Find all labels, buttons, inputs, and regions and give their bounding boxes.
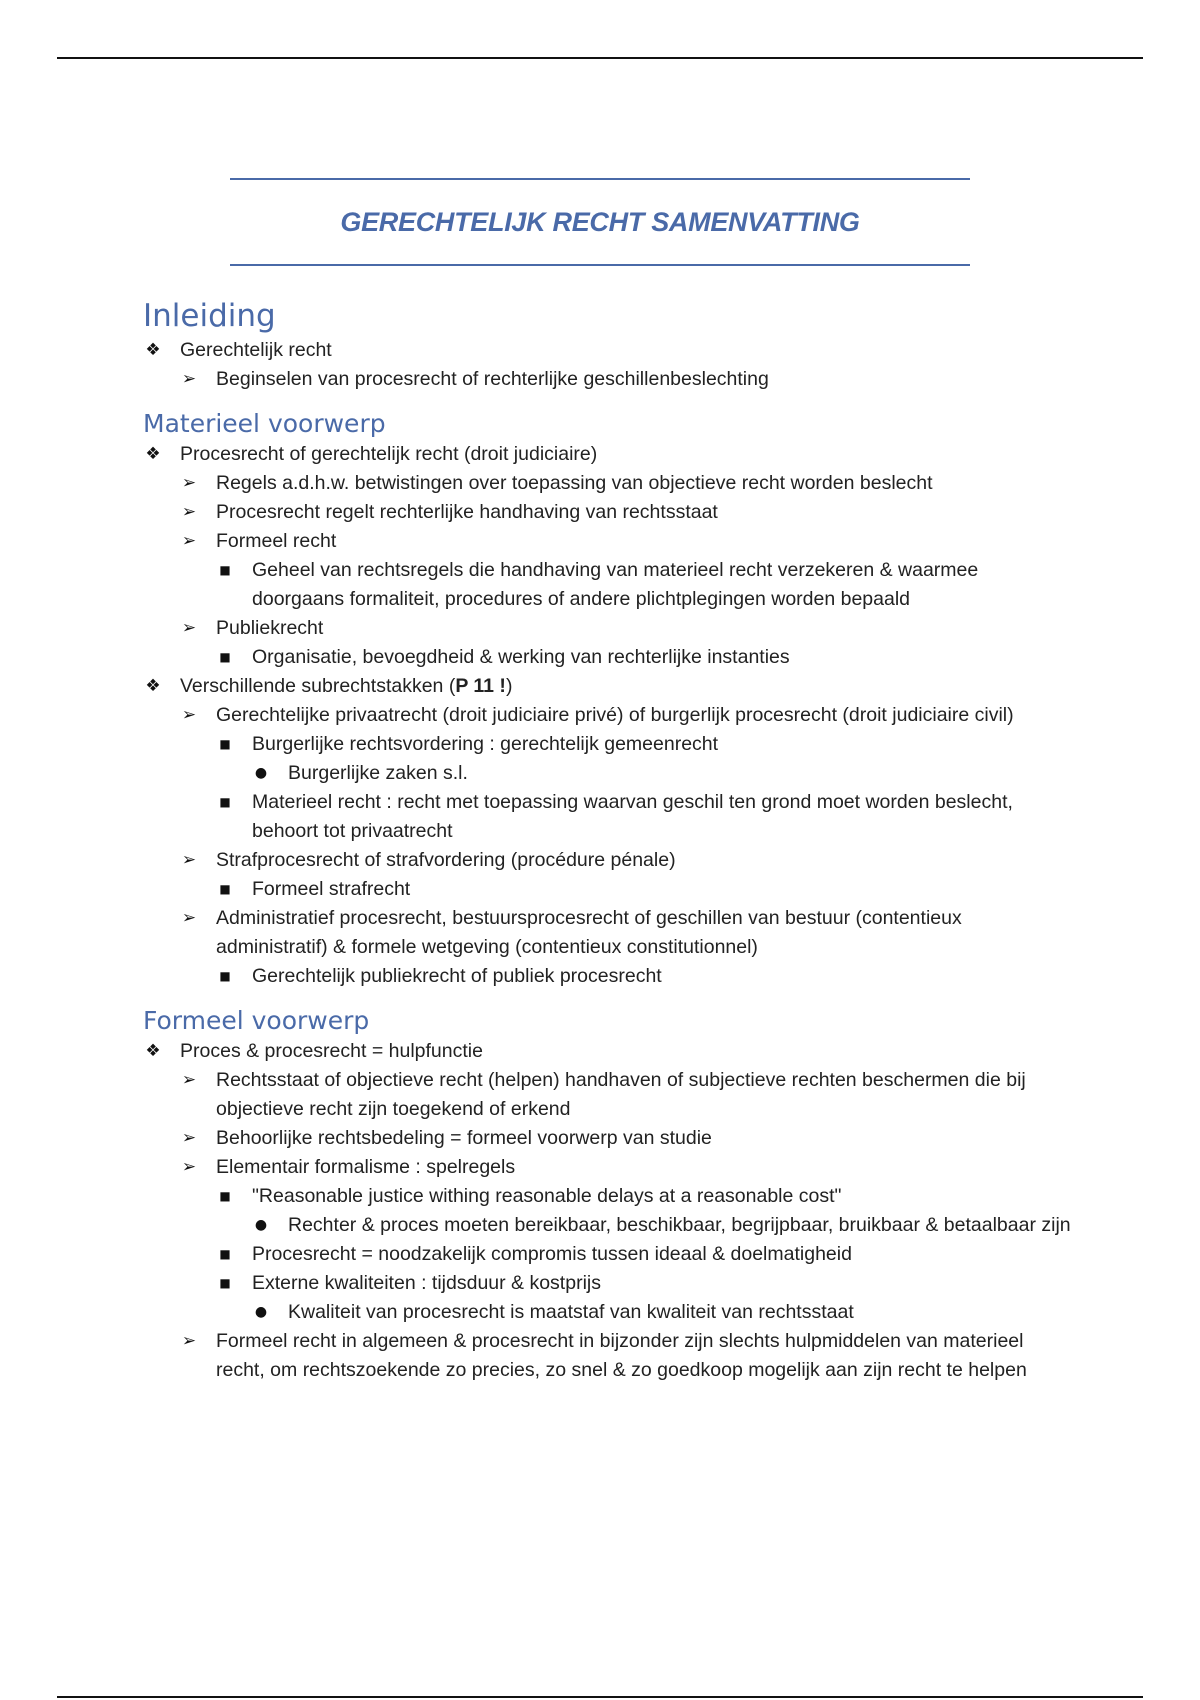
list-item: ■ Burgerlijke rechtsvordering : gerechtelijk gemeenrecht [143,730,1073,759]
square-bullet-icon: ■ [219,1247,231,1261]
list-item: ■ Formeel strafrecht [143,875,1073,904]
list-item: ■ "Reasonable justice withing reasonable delays at a reasonable cost" [143,1182,1073,1211]
square-bullet-icon: ■ [219,882,231,896]
square-bullet-icon: ■ [219,737,231,751]
list-item: ■ Geheel van rechtsregels die handhaving van materieel recht verzekeren & waarmee doorgaans formaliteit, procedures of andere plichtplegingen worden bepaald [143,556,1073,614]
arrowhead-bullet-icon: ➢ [181,618,197,638]
list-item: ➢ Behoorlijke rechtsbedeling = formeel voorwerp van studie [143,1124,1073,1153]
page-top-rule [57,57,1143,59]
arrowhead-bullet-icon: ➢ [181,1070,197,1090]
page-reference: P 11 ! [455,675,506,697]
arrowhead-bullet-icon: ➢ [181,850,197,870]
list-item: ■ Materieel recht : recht met toepassing waarvan geschil ten grond moet worden beslecht, behoort tot privaatrecht [143,788,1073,846]
square-bullet-icon: ■ [219,650,231,664]
dot-bullet-icon: ● [254,1217,268,1233]
arrowhead-bullet-icon: ➢ [181,1331,197,1351]
square-bullet-icon: ■ [219,969,231,983]
diamond-bullet-icon: ❖ [145,676,161,696]
page-bottom-rule [57,1696,1143,1698]
list-item: ❖ Gerechtelijk recht [143,336,1073,365]
arrowhead-bullet-icon: ➢ [181,1157,197,1177]
list-item: ➢ Regels a.d.h.w. betwistingen over toepassing van objectieve recht worden beslecht [143,469,1073,498]
arrowhead-bullet-icon: ➢ [181,1128,197,1148]
square-bullet-icon: ■ [219,563,231,577]
square-bullet-icon: ■ [219,795,231,809]
title-top-line [230,178,970,180]
list-item: ● Kwaliteit van procesrecht is maatstaf van kwaliteit van rechtsstaat [143,1298,1073,1327]
list-item: ● Rechter & proces moeten bereikbaar, beschikbaar, begrijpbaar, bruikbaar & betaalbaar zijn [143,1211,1073,1240]
list-item: ❖ Verschillende subrechtstakken (P 11 !) [143,672,1073,701]
list-item: ■ Procesrecht = noodzakelijk compromis tussen ideaal & doelmatigheid [143,1240,1073,1269]
list-item: ➢ Procesrecht regelt rechterlijke handhaving van rechtsstaat [143,498,1073,527]
arrowhead-bullet-icon: ➢ [181,908,197,928]
list-formeel-voorwerp [143,1037,1073,1385]
list-item: ■ Externe kwaliteiten : tijdsduur & kostprijs [143,1269,1073,1298]
diamond-bullet-icon: ❖ [145,340,161,360]
heading-formeel-voorwerp: Formeel voorwerp [143,1006,370,1035]
list-item: ➢ Beginselen van procesrecht of rechterlijke geschillenbeslechting [143,365,1073,394]
title-block [230,178,970,266]
list-materieel-voorwerp [143,440,1073,991]
diamond-bullet-icon: ❖ [145,1041,161,1061]
document-title: GERECHTELIJK RECHT SAMENVATTING [340,207,860,237]
list-item: ➢ Formeel recht [143,527,1073,556]
arrowhead-bullet-icon: ➢ [181,473,197,493]
list-item: ➢ Strafprocesrecht of strafvordering (procédure pénale) [143,846,1073,875]
document-body [143,296,1073,1385]
square-bullet-icon: ■ [219,1276,231,1290]
square-bullet-icon: ■ [219,1189,231,1203]
list-inleiding [143,336,1073,394]
arrowhead-bullet-icon: ➢ [181,369,197,389]
list-item: ➢ Publiekrecht [143,614,1073,643]
heading-materieel-voorwerp: Materieel voorwerp [143,409,386,438]
list-item: ➢ Administratief procesrecht, bestuursprocesrecht of geschillen van bestuur (contentieux administratif) & formele wetgeving (contentieux constitutionnel) [143,904,1073,962]
arrowhead-bullet-icon: ➢ [181,531,197,551]
title-bottom-line [230,264,970,266]
list-item: ■ Gerechtelijk publiekrecht of publiek procesrecht [143,962,1073,991]
heading-inleiding: Inleiding [143,298,276,334]
arrowhead-bullet-icon: ➢ [181,705,197,725]
dot-bullet-icon: ● [254,765,268,781]
list-item: ➢ Gerechtelijke privaatrecht (droit judiciaire privé) of burgerlijk procesrecht (droit judiciaire civil) [143,701,1073,730]
list-item: ❖ Procesrecht of gerechtelijk recht (droit judiciaire) [143,440,1073,469]
list-item: ● Burgerlijke zaken s.l. [143,759,1073,788]
list-item: ➢ Elementair formalisme : spelregels [143,1153,1073,1182]
list-item: ➢ Formeel recht in algemeen & procesrecht in bijzonder zijn slechts hulpmiddelen van materieel recht, om rechtszoekende zo precies, zo snel & zo goedkoop mogelijk aan zijn recht te helpen [143,1327,1073,1385]
list-item: ❖ Proces & procesrecht = hulpfunctie [143,1037,1073,1066]
diamond-bullet-icon: ❖ [145,444,161,464]
arrowhead-bullet-icon: ➢ [181,502,197,522]
dot-bullet-icon: ● [254,1304,268,1320]
list-item: ➢ Rechtsstaat of objectieve recht (helpen) handhaven of subjectieve rechten beschermen die bij objectieve recht zijn toegekend of erkend [143,1066,1073,1124]
list-item: ■ Organisatie, bevoegdheid & werking van rechterlijke instanties [143,643,1073,672]
